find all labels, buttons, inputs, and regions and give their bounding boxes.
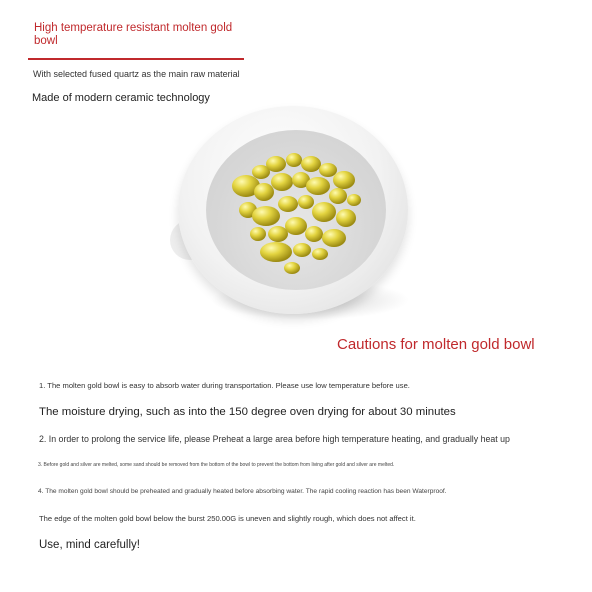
caution-line-3: 2. In order to prolong the service life, please Preheat a large area before high temperature heating, and gradually heat up	[39, 434, 510, 444]
material-note: With selected fused quartz as the main raw material	[33, 69, 240, 79]
caution-line-7: Use, mind carefully!	[39, 539, 140, 551]
caution-line-1: 1. The molten gold bowl is easy to absorb water during transportation. Please use low temperature before use.	[39, 381, 410, 390]
caution-line-2: The moisture drying, such as into the 150 degree oven drying for about 30 minutes	[39, 406, 456, 418]
gold-granules	[206, 130, 386, 290]
bowl-interior	[206, 130, 386, 290]
technology-note: Made of modern ceramic technology	[32, 92, 210, 104]
gold-bowl-image	[170, 100, 430, 322]
product-title: High temperature resistant molten gold bowl	[34, 22, 233, 47]
caution-line-5: 4. The molten gold bowl should be preheated and gradually heated before absorbing water. The rapid cooling reaction has been Waterproof.	[38, 488, 447, 495]
caution-line-4: 3. Before gold and silver are melted, some sand should be removed from the bottom of the bowl to prevent the bottom from living after gold and silver are melted.	[38, 462, 395, 468]
cautions-heading: Cautions for molten gold bowl	[337, 336, 535, 353]
title-banner	[28, 18, 244, 60]
caution-line-6: The edge of the molten gold bowl below the burst 250.00G is uneven and slightly rough, which does not affect it.	[39, 514, 416, 523]
